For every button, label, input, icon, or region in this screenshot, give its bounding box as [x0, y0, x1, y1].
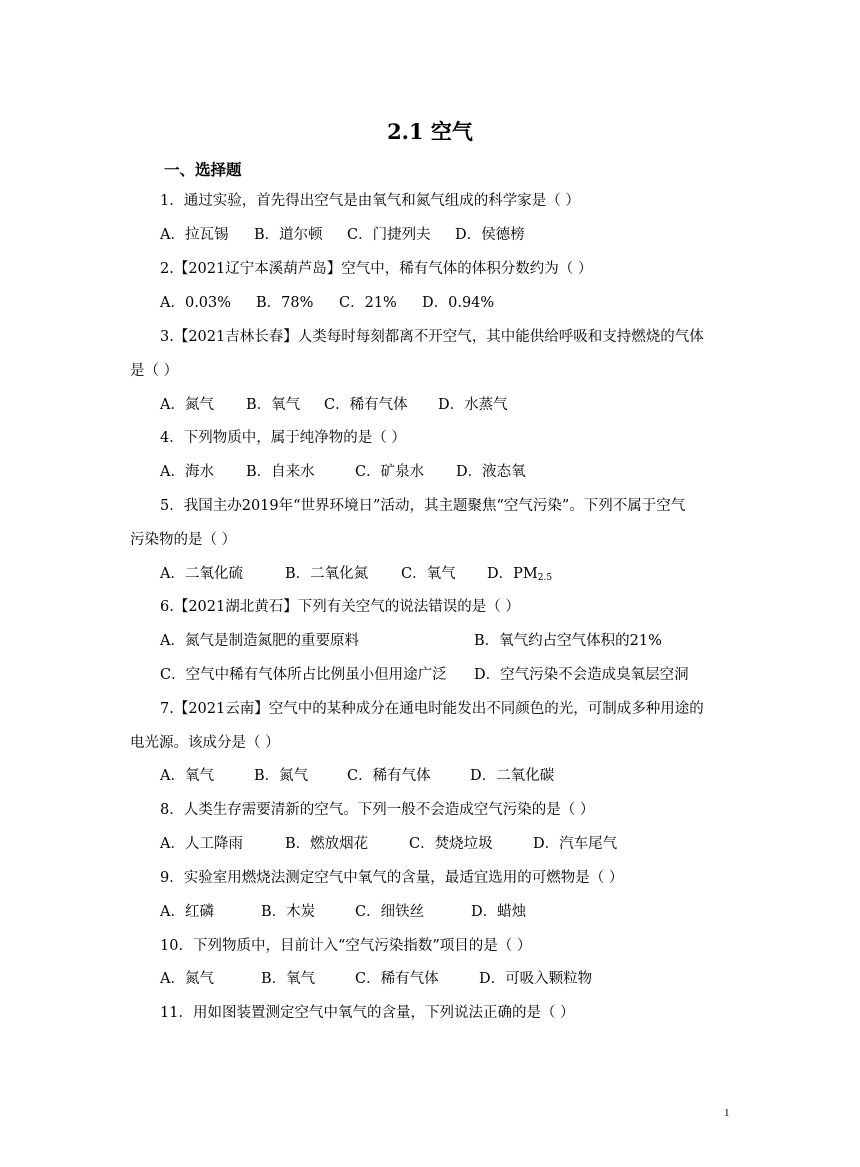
- option-c: C．细铁丝: [355, 904, 425, 920]
- question-1-stem: 1．通过实验，首先得出空气是由氧气和氮气组成的科学家是（ ）: [160, 193, 580, 209]
- option-c: C．空气中稀有气体所占比例虽小但用途广泛: [160, 667, 447, 683]
- question-2-stem: 2.【2021辽宁本溪葫芦岛】空气中，稀有气体的体积分数约为（ ）: [160, 261, 593, 277]
- option-a: A．拉瓦锡: [160, 227, 229, 243]
- option-c: C．氧气: [401, 566, 456, 582]
- option-d: D．0.94%: [422, 295, 495, 311]
- option-a: A．氮气: [160, 971, 214, 987]
- question-7-stem: 7.【2021云南】空气中的某种成分在通电时能发出不同颜色的光，可制成多种用途的: [160, 701, 704, 717]
- option-c: C．稀有气体: [324, 397, 408, 413]
- option-b: B．氧气: [246, 397, 301, 413]
- question-9-stem: 9．实验室用燃烧法测定空气中氧气的含量，最适宜选用的可燃物是（ ）: [160, 870, 624, 886]
- question-3-stem: 3.【2021吉林长春】人类每时每刻都离不开空气，其中能供给呼吸和支持燃烧的气体: [160, 329, 704, 345]
- option-b: B．燃放烟花: [285, 836, 369, 852]
- option-a: A．二氧化硫: [160, 566, 243, 582]
- question-11-stem: 11．用如图装置测定空气中氧气的含量，下列说法正确的是（ ）: [160, 1005, 575, 1021]
- option-d-text: D．PM: [487, 566, 538, 582]
- option-d: D．液态氧: [456, 464, 526, 480]
- option-c: C．矿泉水: [355, 464, 425, 480]
- option-c: C．21%: [339, 295, 397, 311]
- page-title: 2.1 空气: [387, 119, 473, 144]
- option-d: D．汽车尾气: [533, 836, 618, 852]
- option-b: B．自来水: [246, 464, 315, 480]
- option-d: D．蜡烛: [471, 904, 527, 920]
- option-b: B．二氧化氮: [285, 566, 369, 582]
- option-b: B．道尔顿: [254, 227, 323, 243]
- question-8-stem: 8．人类生存需要清新的空气。下列一般不会造成空气污染的是（ ）: [160, 802, 595, 818]
- question-3-stem-cont: 是（ ）: [130, 363, 179, 379]
- option-d: D．空气污染不会造成臭氧层空洞: [474, 667, 689, 683]
- option-d: [487, 567, 552, 583]
- section-heading: 一、选择题: [164, 160, 242, 179]
- option-d: D．二氧化碳: [470, 768, 555, 784]
- option-d-subscript: 2.5: [537, 573, 553, 583]
- option-c: C．门捷列夫: [347, 227, 431, 243]
- option-b: B．木炭: [261, 904, 316, 920]
- option-d: D．可吸入颗粒物: [479, 971, 593, 987]
- option-a: A．海水: [160, 464, 214, 480]
- option-b: B．78%: [256, 295, 314, 311]
- option-a: A．人工降雨: [160, 836, 243, 852]
- option-a: A．氮气: [160, 397, 214, 413]
- option-c: C．稀有气体: [355, 971, 439, 987]
- option-a: A．氧气: [160, 768, 214, 784]
- option-b: B．氮气: [254, 768, 309, 784]
- question-4-stem: 4．下列物质中，属于纯净物的是（ ）: [160, 430, 406, 446]
- page-number: 1: [724, 1107, 730, 1119]
- option-c: C．焚烧垃圾: [409, 836, 493, 852]
- question-6-stem: 6.【2021湖北黄石】下列有关空气的说法错误的是（ ）: [160, 599, 520, 615]
- option-d: D．水蒸气: [438, 397, 508, 413]
- option-b: B．氧气: [261, 971, 316, 987]
- option-a: A．0.03%: [160, 295, 232, 311]
- option-b: B．氧气约占空气体积的21%: [474, 633, 662, 649]
- question-7-stem-cont: 电光源。该成分是（ ）: [130, 735, 280, 751]
- option-c: C．稀有气体: [347, 768, 431, 784]
- option-d: D．侯德榜: [455, 227, 525, 243]
- question-5-stem: 5．我国主办2019年“世界环境日”活动，其主题聚焦“空气污染”。下列不属于空气: [160, 498, 686, 514]
- option-a: A．红磷: [160, 904, 214, 920]
- question-10-stem: 10．下列物质中，目前计入“空气污染指数”项目的是（ ）: [160, 938, 532, 954]
- question-5-stem-cont: 污染物的是（ ）: [130, 532, 237, 548]
- option-a: A．氮气是制造氮肥的重要原料: [160, 633, 359, 649]
